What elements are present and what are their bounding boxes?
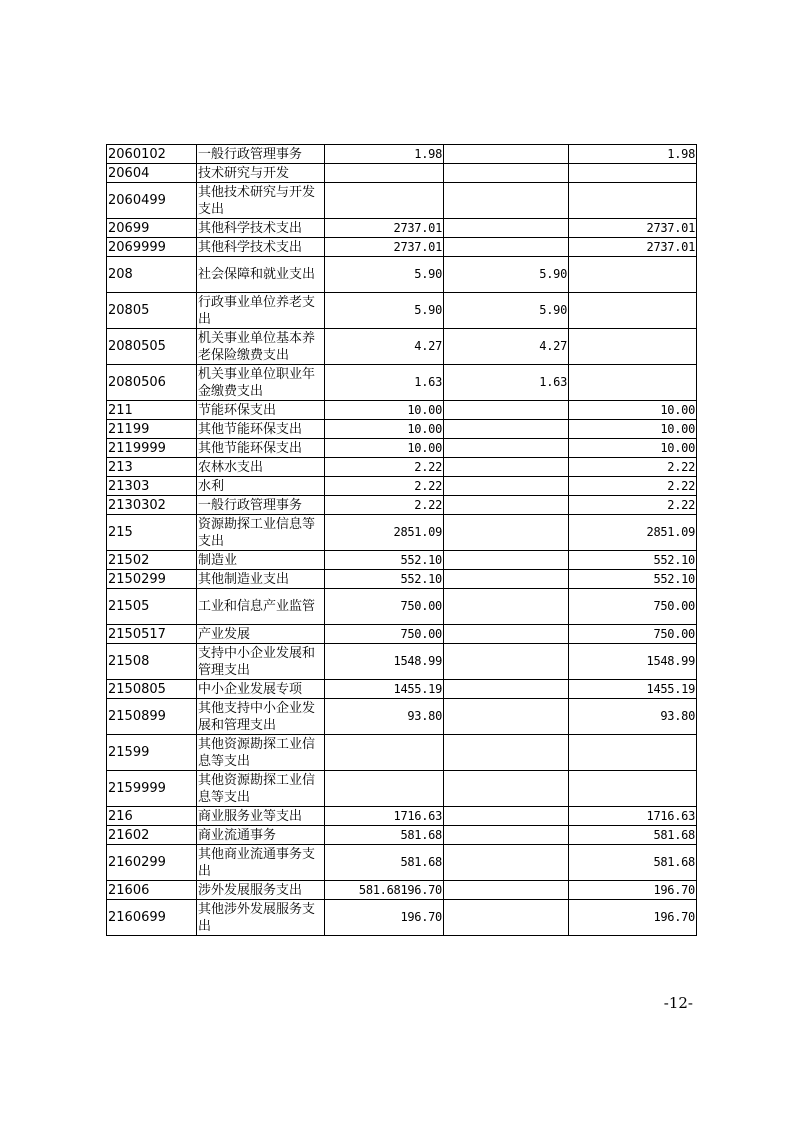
row-code: 2060102 — [107, 145, 197, 164]
row-code: 20805 — [107, 293, 197, 329]
row-total: 1455.19 — [325, 680, 444, 699]
row-basic — [444, 164, 569, 183]
table-row — [107, 439, 697, 458]
row-total: 581.68 — [325, 845, 444, 881]
row-project: 2737.01 — [569, 219, 697, 238]
row-name: 涉外发展服务支出 — [197, 881, 325, 900]
row-total: 2.22 — [325, 477, 444, 496]
table-row — [107, 329, 697, 365]
row-total: 581.68196.70 — [325, 881, 444, 900]
row-basic — [444, 238, 569, 257]
row-project: 10.00 — [569, 401, 697, 420]
row-code: 2160699 — [107, 900, 197, 936]
row-name: 其他制造业支出 — [197, 570, 325, 589]
row-name: 其他科学技术支出 — [197, 219, 325, 238]
row-code: 213 — [107, 458, 197, 477]
row-name: 产业发展 — [197, 625, 325, 644]
row-basic — [444, 439, 569, 458]
row-total: 1716.63 — [325, 807, 444, 826]
row-name: 其他商业流通事务支出 — [197, 845, 325, 881]
table-row — [107, 183, 697, 219]
row-total: 552.10 — [325, 551, 444, 570]
table-row — [107, 477, 697, 496]
row-basic — [444, 477, 569, 496]
row-name: 其他资源勘探工业信息等支出 — [197, 771, 325, 807]
row-name: 支持中小企业发展和管理支出 — [197, 644, 325, 680]
row-code: 208 — [107, 257, 197, 293]
row-code: 2069999 — [107, 238, 197, 257]
table-row — [107, 570, 697, 589]
row-basic — [444, 881, 569, 900]
budget-table — [106, 144, 697, 936]
row-total: 2.22 — [325, 496, 444, 515]
table-row — [107, 257, 697, 293]
row-basic — [444, 420, 569, 439]
row-name: 其他科学技术支出 — [197, 238, 325, 257]
row-basic — [444, 900, 569, 936]
row-total: 5.90 — [325, 257, 444, 293]
row-basic — [444, 458, 569, 477]
row-project: 1.98 — [569, 145, 697, 164]
row-total: 2737.01 — [325, 238, 444, 257]
row-basic — [444, 771, 569, 807]
row-code: 2150805 — [107, 680, 197, 699]
row-name: 社会保障和就业支出 — [197, 257, 325, 293]
row-project: 750.00 — [569, 589, 697, 625]
row-basic — [444, 219, 569, 238]
row-code: 21599 — [107, 735, 197, 771]
row-total: 10.00 — [325, 439, 444, 458]
table-row — [107, 807, 697, 826]
row-total: 1.63 — [325, 365, 444, 401]
row-code: 21602 — [107, 826, 197, 845]
row-name: 机关事业单位基本养老保险缴费支出 — [197, 329, 325, 365]
row-name: 中小企业发展专项 — [197, 680, 325, 699]
row-name: 商业流通事务 — [197, 826, 325, 845]
row-project — [569, 257, 697, 293]
table-row — [107, 699, 697, 735]
row-total: 1548.99 — [325, 644, 444, 680]
row-project: 2.22 — [569, 496, 697, 515]
row-code: 2080505 — [107, 329, 197, 365]
row-project: 10.00 — [569, 420, 697, 439]
row-code: 2160299 — [107, 845, 197, 881]
row-project — [569, 164, 697, 183]
row-code: 20604 — [107, 164, 197, 183]
row-total: 196.70 — [325, 900, 444, 936]
row-basic — [444, 826, 569, 845]
table-row — [107, 458, 697, 477]
row-project — [569, 293, 697, 329]
row-project: 196.70 — [569, 881, 697, 900]
row-code: 21508 — [107, 644, 197, 680]
row-name: 水利 — [197, 477, 325, 496]
row-basic — [444, 183, 569, 219]
row-code: 216 — [107, 807, 197, 826]
row-name: 一般行政管理事务 — [197, 145, 325, 164]
row-basic: 5.90 — [444, 293, 569, 329]
row-code: 2130302 — [107, 496, 197, 515]
row-total: 4.27 — [325, 329, 444, 365]
row-project: 552.10 — [569, 570, 697, 589]
row-name: 其他资源勘探工业信息等支出 — [197, 735, 325, 771]
table-row — [107, 625, 697, 644]
table-row — [107, 420, 697, 439]
row-total — [325, 183, 444, 219]
row-name: 其他涉外发展服务支出 — [197, 900, 325, 936]
row-code: 2150299 — [107, 570, 197, 589]
row-name: 行政事业单位养老支出 — [197, 293, 325, 329]
row-total — [325, 164, 444, 183]
row-basic — [444, 145, 569, 164]
row-name: 其他节能环保支出 — [197, 420, 325, 439]
row-project — [569, 735, 697, 771]
row-basic — [444, 680, 569, 699]
row-project: 1455.19 — [569, 680, 697, 699]
row-code: 215 — [107, 515, 197, 551]
table-row — [107, 401, 697, 420]
table-row — [107, 164, 697, 183]
row-basic — [444, 570, 569, 589]
row-name: 制造业 — [197, 551, 325, 570]
row-code: 211 — [107, 401, 197, 420]
table-row — [107, 145, 697, 164]
row-code: 2060499 — [107, 183, 197, 219]
table-body — [107, 145, 697, 936]
table-row — [107, 496, 697, 515]
row-code: 2119999 — [107, 439, 197, 458]
row-basic — [444, 625, 569, 644]
row-code: 21606 — [107, 881, 197, 900]
table-row — [107, 735, 697, 771]
table-row — [107, 589, 697, 625]
row-project: 581.68 — [569, 845, 697, 881]
row-project: 1548.99 — [569, 644, 697, 680]
table-row — [107, 238, 697, 257]
row-name: 其他节能环保支出 — [197, 439, 325, 458]
row-project — [569, 771, 697, 807]
row-project: 1716.63 — [569, 807, 697, 826]
table-row — [107, 881, 697, 900]
row-name: 其他技术研究与开发支出 — [197, 183, 325, 219]
row-project: 10.00 — [569, 439, 697, 458]
row-basic — [444, 644, 569, 680]
row-code: 2150517 — [107, 625, 197, 644]
table-row — [107, 551, 697, 570]
row-basic — [444, 551, 569, 570]
row-total: 5.90 — [325, 293, 444, 329]
row-total: 2737.01 — [325, 219, 444, 238]
row-project: 2737.01 — [569, 238, 697, 257]
row-total: 1.98 — [325, 145, 444, 164]
table-row — [107, 680, 697, 699]
table-row — [107, 771, 697, 807]
row-total: 10.00 — [325, 401, 444, 420]
table-row — [107, 219, 697, 238]
row-total: 750.00 — [325, 625, 444, 644]
row-basic — [444, 807, 569, 826]
table-row — [107, 644, 697, 680]
row-code: 2159999 — [107, 771, 197, 807]
row-name: 商业服务业等支出 — [197, 807, 325, 826]
table-row — [107, 365, 697, 401]
row-name: 资源勘探工业信息等支出 — [197, 515, 325, 551]
row-name: 技术研究与开发 — [197, 164, 325, 183]
row-project: 552.10 — [569, 551, 697, 570]
row-code: 21199 — [107, 420, 197, 439]
row-project — [569, 329, 697, 365]
row-name: 节能环保支出 — [197, 401, 325, 420]
row-project — [569, 365, 697, 401]
row-total: 93.80 — [325, 699, 444, 735]
table-row — [107, 293, 697, 329]
row-basic — [444, 401, 569, 420]
row-project: 750.00 — [569, 625, 697, 644]
row-basic — [444, 515, 569, 551]
row-basic — [444, 699, 569, 735]
page-number: -12- — [663, 994, 693, 1012]
row-project: 2.22 — [569, 477, 697, 496]
row-total: 581.68 — [325, 826, 444, 845]
table-row — [107, 826, 697, 845]
row-total: 10.00 — [325, 420, 444, 439]
row-project — [569, 183, 697, 219]
row-name: 一般行政管理事务 — [197, 496, 325, 515]
table-row — [107, 900, 697, 936]
row-name: 农林水支出 — [197, 458, 325, 477]
row-project: 196.70 — [569, 900, 697, 936]
table-row — [107, 515, 697, 551]
row-total — [325, 771, 444, 807]
row-total: 2.22 — [325, 458, 444, 477]
row-name: 机关事业单位职业年金缴费支出 — [197, 365, 325, 401]
row-basic: 5.90 — [444, 257, 569, 293]
row-total: 552.10 — [325, 570, 444, 589]
row-project: 2851.09 — [569, 515, 697, 551]
row-total: 750.00 — [325, 589, 444, 625]
row-code: 21505 — [107, 589, 197, 625]
row-name: 工业和信息产业监管 — [197, 589, 325, 625]
row-total — [325, 735, 444, 771]
row-total: 2851.09 — [325, 515, 444, 551]
row-project: 2.22 — [569, 458, 697, 477]
row-basic: 1.63 — [444, 365, 569, 401]
row-basic — [444, 589, 569, 625]
row-basic: 4.27 — [444, 329, 569, 365]
row-basic — [444, 845, 569, 881]
row-code: 2150899 — [107, 699, 197, 735]
row-project: 93.80 — [569, 699, 697, 735]
row-basic — [444, 735, 569, 771]
row-code: 21303 — [107, 477, 197, 496]
row-code: 21502 — [107, 551, 197, 570]
row-project: 581.68 — [569, 826, 697, 845]
table-row — [107, 845, 697, 881]
row-name: 其他支持中小企业发展和管理支出 — [197, 699, 325, 735]
row-basic — [444, 496, 569, 515]
row-code: 20699 — [107, 219, 197, 238]
row-code: 2080506 — [107, 365, 197, 401]
